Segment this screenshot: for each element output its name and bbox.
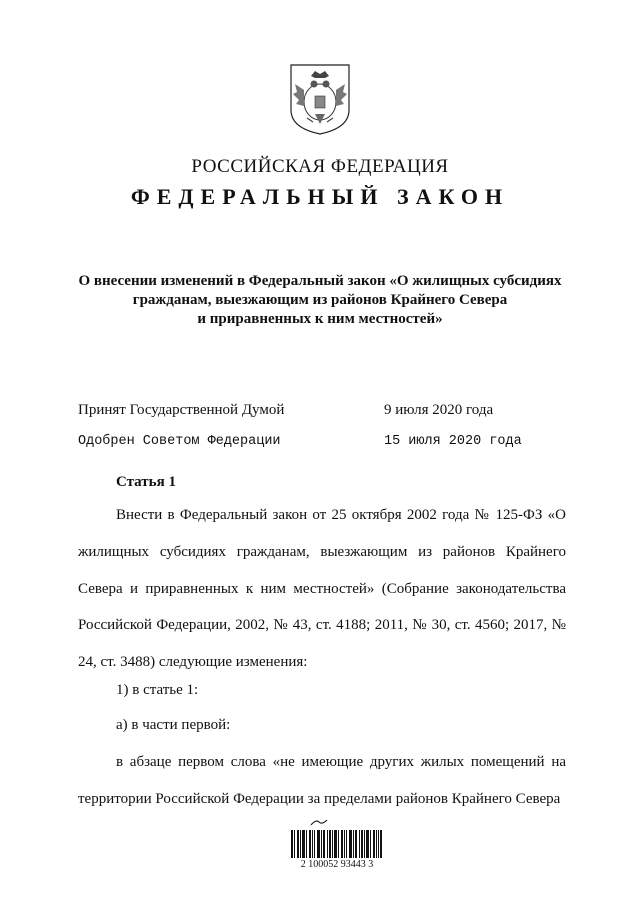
adoption-label: Одобрен Советом Федерации	[78, 434, 281, 449]
adoption-label: Принят Государственной Думой	[78, 402, 285, 418]
barcode-logo-icon	[310, 818, 328, 829]
adoption-date: 15 июля 2020 года	[384, 434, 522, 449]
coat-of-arms-emblem	[287, 62, 353, 136]
law-title	[70, 272, 570, 329]
law-title-line: гражданам, выезжающим из районов Крайнего Севера	[132, 292, 508, 308]
document-type: ФЕДЕРАЛЬНЫЙ ЗАКОН	[130, 184, 510, 209]
article-text-paragraph: в абзаце первом слова «не имеющие других жилых помещений на территории Российской Федерации за пределами районов Крайнего Севера	[78, 754, 566, 807]
law-title-line: О внесении изменений в Федеральный закон «О жилищных субсидиях	[78, 273, 562, 289]
article-item-1: 1) в статье 1:	[116, 682, 199, 698]
country-name: РОССИЙСКАЯ ФЕДЕРАЦИЯ	[191, 156, 449, 177]
law-title-line: и приравненных к ним местностей»	[197, 311, 443, 327]
barcode-number: 2 100052 93443 3	[300, 859, 374, 870]
article-item-1a: а) в части первой:	[116, 717, 231, 733]
article-heading: Статья 1	[116, 474, 176, 490]
article-intro-paragraph: Внести в Федеральный закон от 25 октября 2002 года № 125-ФЗ «О жилищных субсидиях гражданам, выезжающим из районов Крайнего Севера и приравненных к ним местностей» (Собрание законодательства Российской Федерации, 2002, № 43, ст. 4188; 2011, № 30, ст. 4560; 2017, № 24, ст. 3488) следующие изменения:	[78, 507, 566, 671]
adoption-date: 9 июля 2020 года	[384, 402, 494, 418]
